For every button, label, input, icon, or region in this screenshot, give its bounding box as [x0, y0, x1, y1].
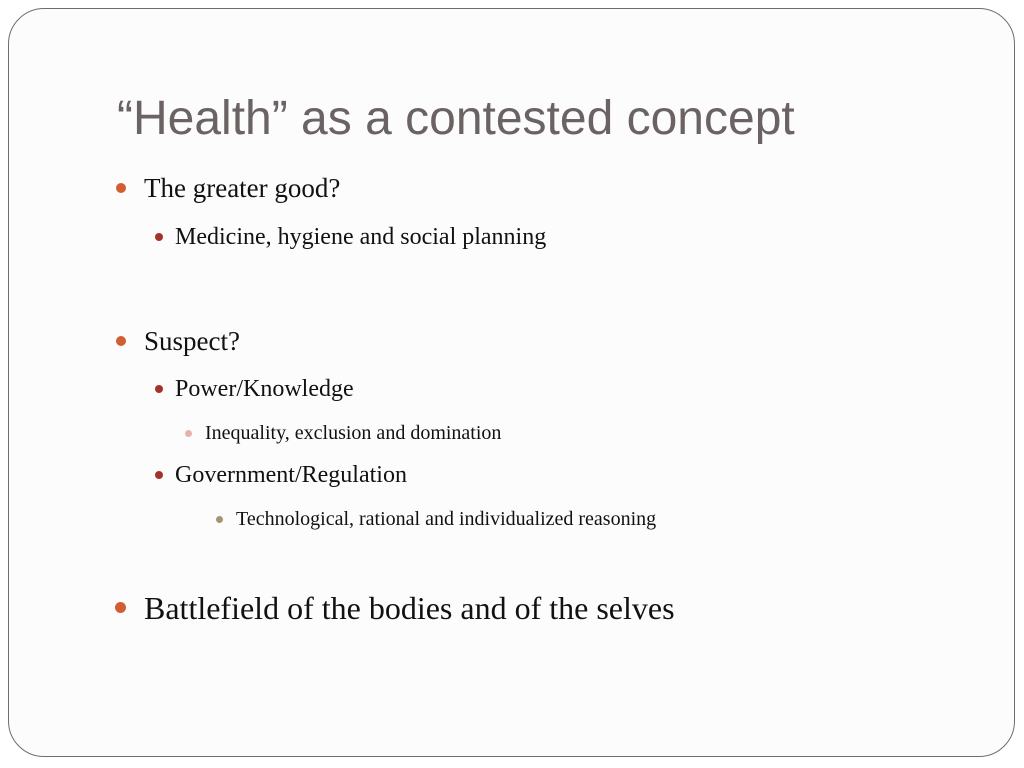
- bullet-dot-icon: [115, 602, 126, 613]
- bullet-text: Power/Knowledge: [175, 376, 354, 402]
- bullet-dot-icon: [155, 471, 163, 479]
- bullet-item-6: [175, 462, 407, 489]
- bullet-dot-icon: [116, 183, 126, 193]
- slide-title: “Health” as a contested concept: [117, 92, 795, 145]
- bullet-item-7: [236, 508, 656, 531]
- bullet-item-2: [175, 224, 546, 251]
- bullet-item-3: [144, 326, 240, 357]
- bullet-dot-icon: [155, 385, 163, 393]
- bullet-text: Suspect?: [144, 326, 240, 356]
- bullet-item-5: [205, 422, 501, 445]
- bullet-text: Battlefield of the bodies and of the selves: [144, 590, 675, 626]
- slide-frame: [8, 8, 1015, 757]
- bullet-dot-icon: [216, 516, 223, 523]
- bullet-text: Government/Regulation: [175, 462, 407, 488]
- bullet-text: Technological, rational and individualized reasoning: [236, 508, 657, 530]
- bullet-dot-icon: [116, 336, 126, 346]
- bullet-item-8: [144, 590, 675, 627]
- bullet-dot-icon: [185, 430, 192, 437]
- bullet-item-1: [144, 173, 340, 204]
- bullet-text: The greater good?: [144, 173, 341, 203]
- bullet-item-4: [175, 376, 354, 403]
- bullet-dot-icon: [155, 233, 163, 241]
- bullet-text: Medicine, hygiene and social planning: [175, 224, 547, 250]
- bullet-text: Inequality, exclusion and domination: [205, 422, 502, 444]
